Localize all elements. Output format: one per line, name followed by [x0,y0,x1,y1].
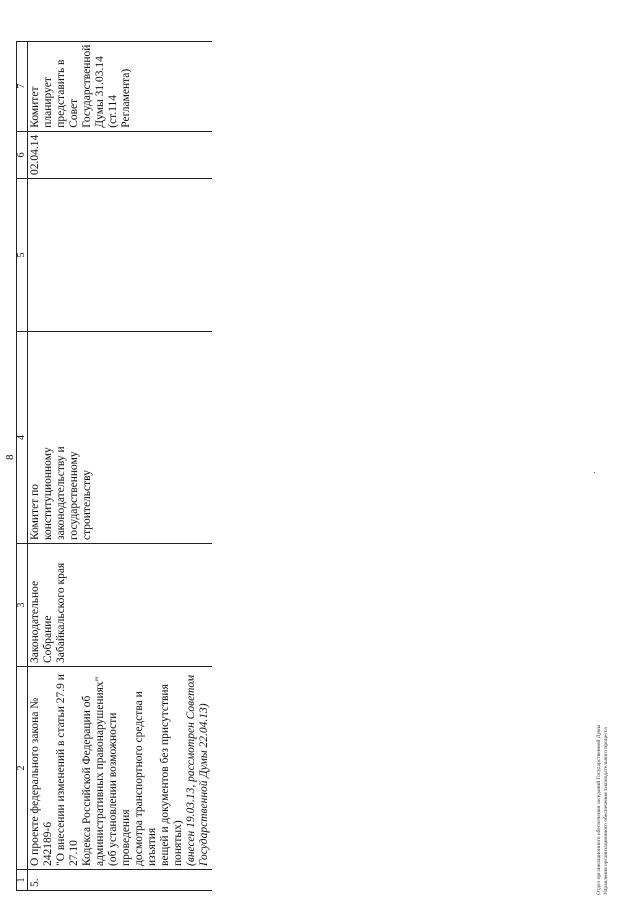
comment-cell [28,41,213,131]
bill-title-line: вещей и документов без присутствия [159,684,171,866]
bill-title-line: Кодекса Российской Федерации об [81,695,93,866]
page-number: 8 [4,454,16,460]
column-header-3: 3 [17,544,28,667]
column-header-7: 7 [17,41,28,131]
row-number: 5. [28,870,213,891]
bill-title-line: "О внесении изменений в статьи 27.9 и 27.10 [55,674,80,866]
column-header-4: 4 [17,332,28,544]
footer-line: Отдел организационного обеспечения заседаний Государственной Думы [596,724,602,895]
column-5-cell [28,179,213,332]
bill-description [28,667,213,870]
bill-title-line: досмотра транспортного средства и изъятия [133,691,158,866]
bill-note-line: (внесен 19.03.13, рассмотрен Советом [185,674,197,866]
bill-title-line: (об установлении возможности проведения [107,712,132,866]
initiator-line: Законодательное [29,580,41,663]
bill-title-line: понятых) [172,820,184,866]
bill-note-line: Государственной Думы 22.04.13) [198,703,210,866]
initiator-line: Забайкальского края [55,562,67,663]
legislation-table [16,41,212,891]
table-row [28,41,213,890]
committee-line: конституционному [42,447,54,540]
bill-title-line: административных правонарушениях" [94,676,106,866]
committee-line: государственному [68,451,80,540]
column-number-row [17,41,28,890]
committee-line: Комитет по [29,484,41,540]
comment-line: представить в Совет [55,59,80,128]
column-header-2: 2 [17,667,28,870]
committee-line: строительству [81,470,93,540]
footer [596,725,610,895]
column-header-5: 5 [17,179,28,332]
column-header-1: 1 [17,870,28,891]
comment-line: Комитет планирует [29,77,54,128]
committee-line: законодательству и [55,446,67,540]
initiator [28,544,213,667]
footer-line: Управления организационного обеспечения законодательного процесса [603,727,609,895]
responsible-committee [28,332,213,544]
scan-speck [594,472,595,473]
comment-line: Думы 31.03.14 [94,56,106,128]
column-header-6: 6 [17,131,28,178]
date-cell: 02.04.14 [28,131,213,178]
bill-title-line: О проекте федерального закона № 242189-6 [29,697,54,866]
comment-line: Государственной [81,44,93,128]
initiator-line: Собрание [42,615,54,663]
comment-line: (ст.114 Регламента) [107,68,132,128]
